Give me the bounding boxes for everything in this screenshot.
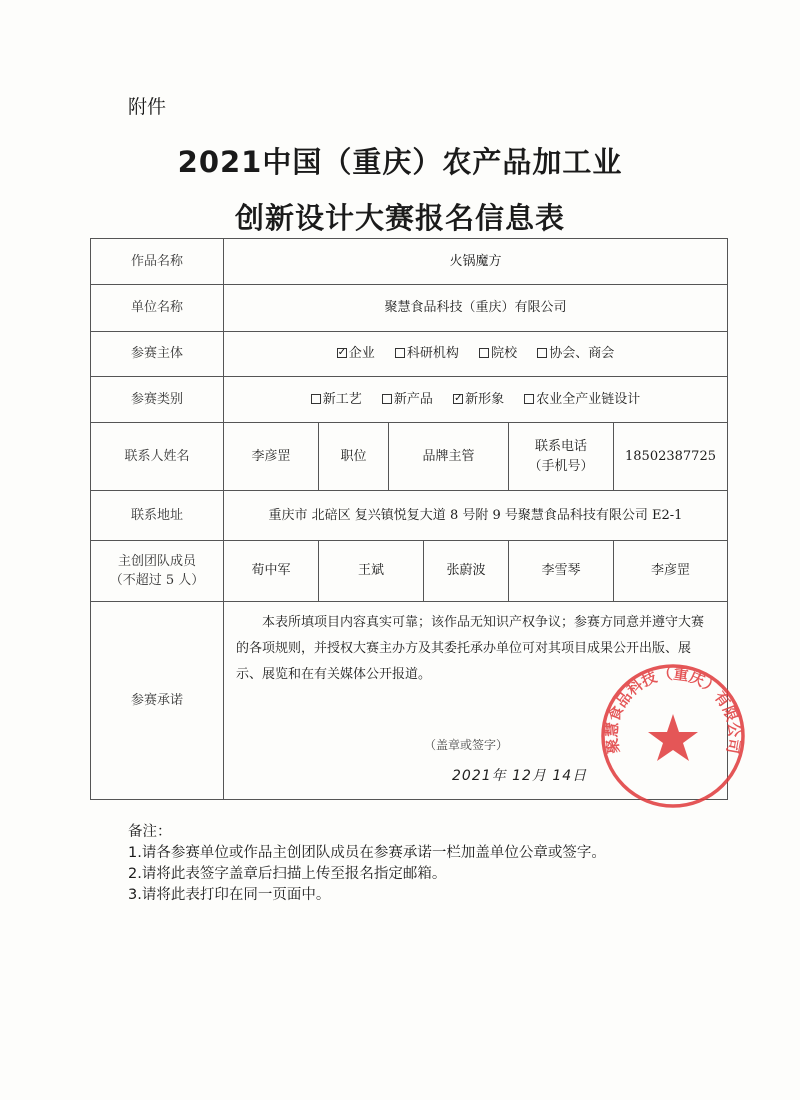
note-item: 2.请将此表签字盖章后扫描上传至报名指定邮箱。 (128, 866, 447, 882)
contact-name-value: 李彦罡 (224, 423, 319, 491)
note-item: 3.请将此表打印在同一页面中。 (128, 887, 331, 903)
seal-star (648, 714, 698, 761)
work-name-label: 作品名称 (91, 239, 224, 285)
checkbox-icon (479, 348, 489, 358)
team-member: 李雪琴 (509, 541, 614, 602)
checkbox-icon (524, 394, 534, 404)
participant-option-research (395, 346, 459, 361)
team-member: 荀中军 (224, 541, 319, 602)
participant-option-association (537, 346, 614, 361)
checkbox-icon (453, 394, 463, 404)
title-line-2: 创新设计大赛报名信息表 (234, 201, 565, 235)
position-value: 品牌主管 (389, 423, 509, 491)
unit-name-value: 聚慧食品科技（重庆）有限公司 (224, 285, 728, 332)
category-label: 参赛类别 (91, 377, 224, 423)
team-label-line-2: （不超过 5 人） (109, 573, 205, 588)
category-option-new-product (382, 392, 433, 407)
participant-type-options (224, 332, 728, 377)
category-option-new-image (453, 392, 504, 407)
registration-form-table (90, 238, 744, 800)
pledge-content (224, 602, 744, 800)
phone-label-line-1: 联系电话 (534, 439, 587, 454)
phone-value: 18502387725 (614, 423, 728, 491)
pledge-label: 参赛承诺 (91, 602, 224, 800)
stamp-or-sign-label: （盖章或签字） (424, 738, 509, 752)
address-value: 重庆市 北碚区 复兴镇悦复大道 8 号附 9 号聚慧食品科技有限公司 E2-1 (224, 491, 728, 541)
team-member: 李彦罡 (614, 541, 728, 602)
category-option-industry-chain (524, 392, 640, 407)
checkbox-icon (537, 348, 547, 358)
option-label: 企业 (348, 346, 375, 362)
team-label (91, 541, 224, 602)
option-label: 新形象 (465, 391, 505, 407)
option-label: 院校 (491, 346, 518, 362)
notes-section (128, 822, 606, 906)
address-label: 联系地址 (91, 491, 224, 541)
team-member: 张蔚波 (424, 541, 509, 602)
note-item: 1.请各参赛单位或作品主创团队成员在参赛承诺一栏加盖单位公章或签字。 (128, 845, 606, 861)
attachment-label: 附件 (128, 96, 167, 118)
checkbox-icon (337, 348, 347, 358)
participant-option-college (479, 346, 517, 361)
category-options (224, 377, 728, 423)
team-label-line-1: 主创团队成员 (117, 553, 196, 569)
option-label: 协会、商会 (549, 346, 615, 362)
pledge-text: 本表所填项目内容真实可靠；该作品无知识产权争议；参赛方同意并遵守大赛的各项规则，并授权大赛主办方及其委托承办单位可对其项目成果公开出版、展示、展览和在有关媒体公开报道。 (236, 615, 705, 682)
phone-label-line-2: （手机号） (528, 458, 594, 474)
position-label: 职位 (319, 423, 389, 491)
checkbox-icon (311, 394, 321, 404)
signed-date: 2021年 12月 14日 (452, 768, 588, 784)
option-label: 科研机构 (406, 346, 459, 362)
notes-heading: 备注： (128, 824, 172, 840)
checkbox-icon (395, 348, 405, 358)
unit-name-label: 单位名称 (91, 285, 224, 332)
option-label: 新工艺 (322, 391, 362, 407)
team-member: 王斌 (319, 541, 424, 602)
contact-name-label: 联系人姓名 (91, 423, 224, 491)
checkbox-icon (382, 394, 392, 404)
seal-text: 聚慧食品科技（重庆）有限公司 (602, 664, 744, 755)
category-option-new-process (311, 392, 362, 407)
option-label: 新产品 (393, 391, 433, 407)
work-name-value: 火锅魔方 (224, 239, 728, 285)
participant-type-label: 参赛主体 (91, 332, 224, 377)
title-line-1: 2021中国（重庆）农产品加工业 (177, 145, 623, 179)
phone-label (509, 423, 614, 491)
option-label: 农业全产业链设计 (536, 391, 641, 407)
company-seal-icon (599, 662, 747, 810)
participant-option-enterprise (337, 346, 375, 361)
